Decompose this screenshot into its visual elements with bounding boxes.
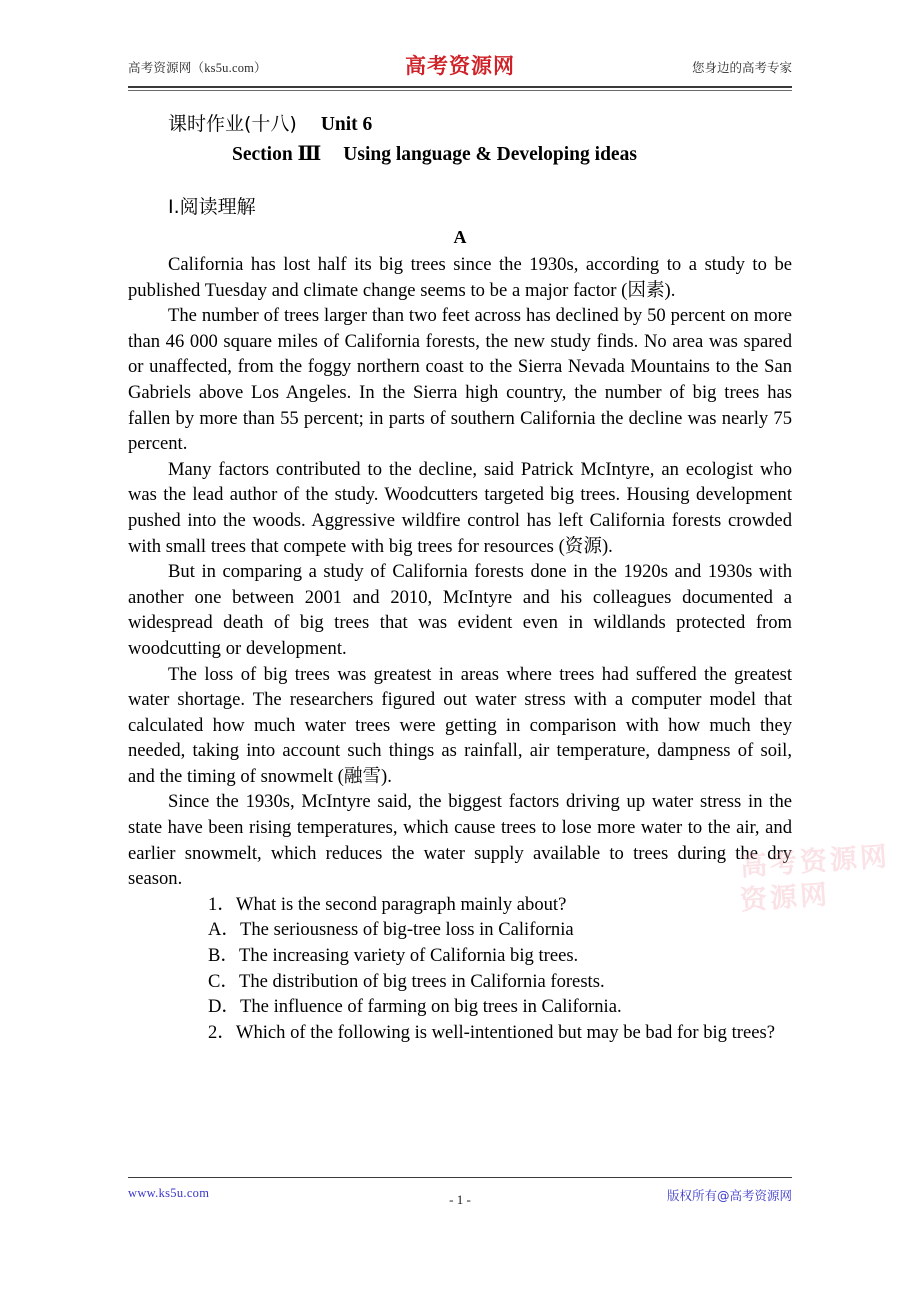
header-tagline: 您身边的高考专家 — [691, 61, 792, 75]
option-label: A． — [208, 919, 241, 941]
assignment-number-label: 课时作业(十八) — [168, 113, 297, 135]
header-divider-thick — [128, 86, 792, 88]
passage-paragraph: But in comparing a study of California forests done in the 1920s and 1930s with another one between 2001 and 2010, McIntyre and his colleagues documented a widespread death of big trees that was evident even in wildlands protected from woodcutting or development. — [128, 561, 792, 659]
option-text: The distribution of big trees in California forests. — [239, 970, 605, 992]
part-heading-reading: Ⅰ.阅读理解 — [168, 196, 256, 218]
question-list — [128, 892, 792, 1046]
question-number: 1． — [208, 893, 236, 915]
question-text: What is the second paragraph mainly about? — [235, 893, 567, 915]
header-site-name: 高考资源网（ks5u.com） — [128, 61, 267, 75]
footer-copyright: 版权所有@高考资源网 — [666, 1188, 792, 1203]
header-divider-thin — [128, 90, 792, 91]
option-text: The increasing variety of California big trees. — [239, 945, 579, 967]
footer-url-link[interactable]: www.ks5u.com — [128, 1186, 210, 1200]
option-label: C． — [208, 970, 239, 992]
question-option[interactable] — [128, 917, 792, 943]
section-label: Section Ⅲ — [232, 144, 322, 165]
passage-label: A — [453, 227, 467, 247]
passage-paragraph: The number of trees larger than two feet across has declined by 50 percent on more than 46 000 square miles of California forests, the new study finds. No area was spared or unaffected, from the foggy northern coast to the Sierra Nevada Mountains to the San Gabriels above Los Angeles. In the Sierra high country, the number of big trees has fallen by more than 55 percent; in parts of southern California the decline was nearly 75 percent. — [128, 305, 792, 455]
option-text: The influence of farming on big trees in California. — [240, 996, 622, 1018]
question-stem — [128, 892, 792, 918]
passage-paragraph: Since the 1930s, McIntyre said, the biggest factors driving up water stress in the state have been rising temperatures, which cause trees to lose more water to the air, and earlier snowmelt, which reduces the water supply available to trees during the dry season. — [128, 791, 792, 890]
page-number: - 1 - — [449, 1192, 471, 1207]
section-subtitle: Using language & Developing ideas — [343, 144, 637, 165]
page-header — [128, 52, 792, 90]
question-text: Which of the following is well-intentioned but may be bad for big trees? — [235, 1021, 775, 1043]
question-stem — [128, 1020, 792, 1046]
question-option[interactable] — [128, 994, 792, 1020]
footer-divider — [128, 1177, 792, 1178]
assignment-title-block — [128, 110, 792, 170]
passage-paragraph: California has lost half its big trees since the 1930s, according to a study to be published Tuesday and climate change seems to be a major factor (因素). — [128, 254, 792, 301]
page-footer — [128, 1186, 792, 1212]
option-text: The seriousness of big-tree loss in California — [240, 919, 574, 941]
assignment-title-line — [128, 110, 792, 139]
question-number: 2． — [208, 1021, 236, 1043]
passage-body — [128, 224, 792, 1045]
watermark-line: 高考资源网 — [739, 841, 891, 883]
question-option[interactable] — [128, 943, 792, 969]
option-label: B． — [208, 945, 239, 967]
option-label: D． — [208, 996, 241, 1018]
section-title-line — [128, 139, 792, 170]
header-logo: 高考资源网 — [405, 54, 515, 78]
unit-label: Unit 6 — [320, 114, 373, 135]
passage-paragraph: The loss of big trees was greatest in areas where trees had suffered the greatest water shortage. The researchers figured out water stress with a computer model that calculated how much water trees were getting in comparison with how much they needed, taking into account such things as rainfall, air temperature, dampness of soil, and the timing of snowmelt (融雪). — [128, 663, 792, 787]
question-option[interactable] — [128, 969, 792, 995]
passage-paragraph: Many factors contributed to the decline, said Patrick McIntyre, an ecologist who was the lead author of the study. Woodcutters targeted big trees. Housing development pushed into the woods. Aggressive wildfire control has left California forests crowded with small trees that compete with big trees for resources (资源). — [128, 458, 792, 557]
watermark-line: 资源网 — [739, 879, 832, 917]
